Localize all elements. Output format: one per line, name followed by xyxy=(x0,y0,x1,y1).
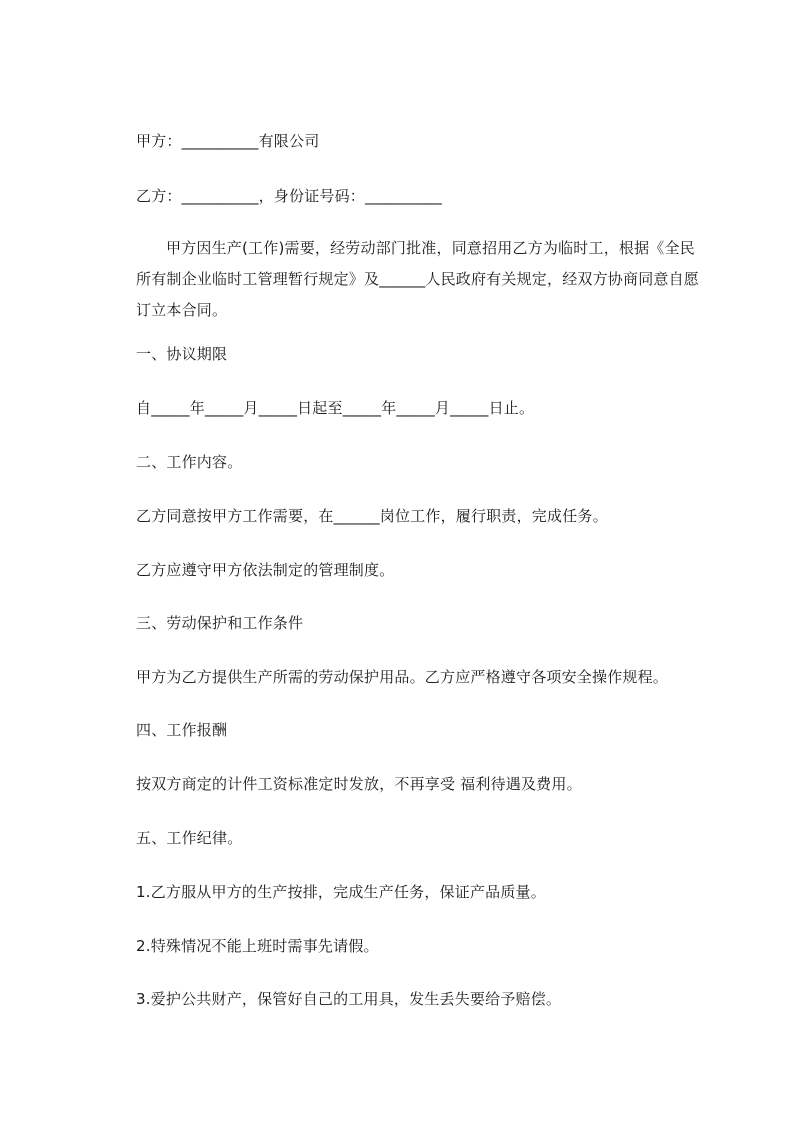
protection-line: 甲方为乙方提供生产所需的劳动保护用品。乙方应严格遵守各项安全操作规程。 xyxy=(136,668,669,686)
work-content-line-1: 乙方同意按甲方工作需要，在______岗位工作，履行职责，完成任务。 xyxy=(136,507,608,525)
intro-paragraph: 甲方因生产(工作)需要，经劳动部门批准，同意招用乙方为临时工，根据《全民所有制企业临时工管理暂行规定》及______人民政府有关规定，经双方协商同意自愿订立本合同。 xyxy=(136,239,700,319)
section-3-heading: 三、劳动保护和工作条件 xyxy=(136,614,304,632)
section-2-heading: 二、工作内容。 xyxy=(136,453,243,471)
discipline-item-3: 3.爱护公共财产，保管好自己的工用具，发生丢失要给予赔偿。 xyxy=(136,990,562,1008)
section-4-heading: 四、工作报酬 xyxy=(136,721,228,739)
work-content-line-2: 乙方应遵守甲方依法制定的管理制度。 xyxy=(136,561,395,579)
party-a-line: 甲方：__________有限公司 xyxy=(136,132,320,150)
discipline-item-1: 1.乙方服从甲方的生产按排，完成生产任务，保证产品质量。 xyxy=(136,883,546,901)
discipline-item-2: 2.特殊情况不能上班时需事先请假。 xyxy=(136,937,379,955)
term-line: 自_____年_____月_____日起至_____年_____月_____日止。 xyxy=(136,399,535,417)
section-5-heading: 五、工作纪律。 xyxy=(136,829,243,847)
party-b-line: 乙方：__________，身份证号码：__________ xyxy=(136,187,443,205)
section-1-heading: 一、协议期限 xyxy=(136,345,228,363)
pay-line: 按双方商定的计件工资标准定时发放，不再享受 福利待遇及费用。 xyxy=(136,775,582,793)
